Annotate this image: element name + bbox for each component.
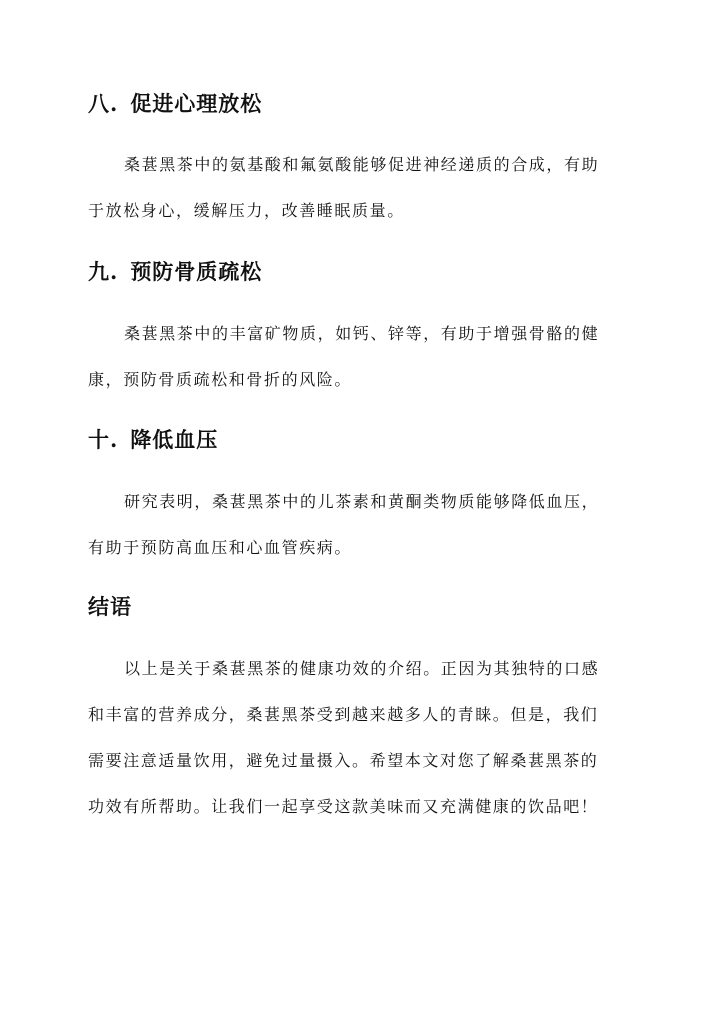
section-paragraph-10 [88, 479, 636, 571]
section-heading-8 [88, 88, 262, 118]
conclusion-title: 结语 [88, 594, 132, 619]
paragraph-line: 康，预防骨质疏松和骨折的风险。 [88, 370, 353, 389]
section-paragraph-8 [88, 142, 636, 234]
section-number: 十. [88, 427, 119, 452]
section-title: 降低血压 [130, 427, 219, 452]
section-title: 预防骨质疏松 [130, 259, 263, 284]
paragraph-line: 有助于预防高血压和心血管疾病。 [88, 538, 353, 557]
section-paragraph-9 [88, 311, 636, 403]
paragraph-line: 于放松身心，缓解压力，改善睡眠质量。 [88, 201, 405, 220]
section-title: 促进心理放松 [130, 91, 263, 116]
paragraph-line: 以上是关于桑葚黑茶的健康功效的介绍。正因为其独特的口感 [124, 659, 600, 678]
section-heading-10 [88, 424, 218, 454]
paragraph-line: 需要注意适量饮用，避免过量摄入。希望本文对您了解桑葚黑茶的 [88, 751, 599, 770]
conclusion-heading [88, 591, 132, 621]
paragraph-line: 和丰富的营养成分，桑葚黑茶受到越来越多人的青睐。但是，我们 [88, 705, 599, 724]
paragraph-line: 研究表明，桑葚黑茶中的儿茶素和黄酮类物质能够降低血压， [124, 492, 600, 511]
paragraph-line: 桑葚黑茶中的氨基酸和氟氨酸能够促进神经递质的合成，有助 [124, 155, 600, 174]
conclusion-paragraph [88, 646, 636, 830]
section-heading-9 [88, 256, 262, 286]
paragraph-line: 桑葚黑茶中的丰富矿物质，如钙、锌等，有助于增强骨骼的健 [124, 324, 600, 343]
section-number: 九. [88, 259, 119, 284]
paragraph-line: 功效有所帮助。让我们一起享受这款美味而又充满健康的饮品吧！ [88, 797, 599, 816]
section-number: 八. [88, 91, 119, 116]
